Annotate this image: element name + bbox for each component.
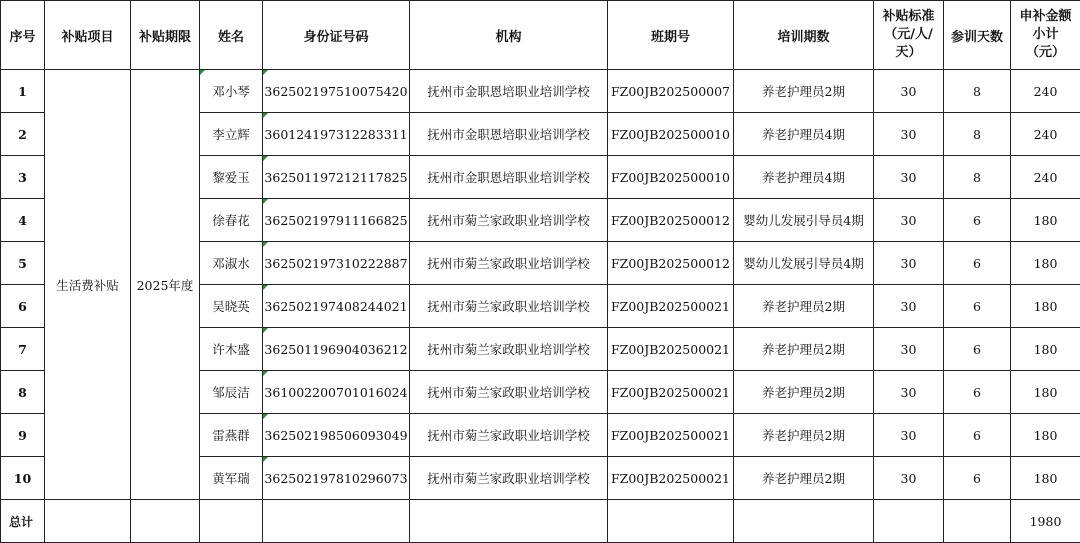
cell-days: 6	[944, 371, 1011, 414]
header-id-number: 身份证号码	[263, 1, 410, 70]
total-empty-cell	[944, 500, 1011, 543]
cell-days: 6	[944, 199, 1011, 242]
cell-id-number: 362502198506093049	[263, 414, 410, 457]
cell-name: 邓小琴	[200, 70, 263, 113]
total-empty-cell	[45, 500, 131, 543]
cell-standard: 30	[874, 199, 944, 242]
cell-training: 婴幼儿发展引导员4期	[734, 242, 874, 285]
cell-class-no: FZ00JB202500021	[608, 328, 734, 371]
cell-institution: 抚州市菊兰家政职业培训学校	[410, 199, 608, 242]
cell-days: 6	[944, 457, 1011, 500]
cell-seq: 7	[1, 328, 45, 371]
header-seq: 序号	[1, 1, 45, 70]
header-standard-line3: 天）	[874, 44, 943, 62]
cell-amount: 240	[1011, 156, 1080, 199]
cell-seq: 6	[1, 285, 45, 328]
cell-amount: 240	[1011, 70, 1080, 113]
cell-amount: 180	[1011, 285, 1080, 328]
cell-days: 8	[944, 113, 1011, 156]
cell-period-merged: 2025年度	[131, 70, 200, 500]
cell-class-no: FZ00JB202500012	[608, 199, 734, 242]
cell-institution: 抚州市金职恩培职业培训学校	[410, 70, 608, 113]
header-amount-line3: （元）	[1011, 44, 1080, 62]
header-training: 培训期数	[734, 1, 874, 70]
cell-seq: 3	[1, 156, 45, 199]
cell-name: 黄军瑞	[200, 457, 263, 500]
cell-amount: 180	[1011, 199, 1080, 242]
total-empty-cell	[131, 500, 200, 543]
cell-institution: 抚州市菊兰家政职业培训学校	[410, 328, 608, 371]
table-row	[1, 70, 1080, 113]
cell-training: 养老护理员4期	[734, 156, 874, 199]
header-days: 参训天数	[944, 1, 1011, 70]
cell-seq: 5	[1, 242, 45, 285]
cell-training: 养老护理员2期	[734, 414, 874, 457]
header-row	[1, 1, 1080, 70]
cell-class-no: FZ00JB202500010	[608, 156, 734, 199]
cell-days: 6	[944, 328, 1011, 371]
cell-amount: 180	[1011, 328, 1080, 371]
cell-institution: 抚州市菊兰家政职业培训学校	[410, 242, 608, 285]
header-period: 补贴期限	[131, 1, 200, 70]
cell-class-no: FZ00JB202500012	[608, 242, 734, 285]
total-row	[1, 500, 1080, 543]
total-empty-cell	[874, 500, 944, 543]
cell-standard: 30	[874, 156, 944, 199]
cell-class-no: FZ00JB202500007	[608, 70, 734, 113]
cell-name: 李立辉	[200, 113, 263, 156]
cell-class-no: FZ00JB202500021	[608, 457, 734, 500]
total-empty-cell	[608, 500, 734, 543]
total-empty-cell	[410, 500, 608, 543]
cell-institution: 抚州市菊兰家政职业培训学校	[410, 414, 608, 457]
header-project: 补贴项目	[45, 1, 131, 70]
header-institution: 机构	[410, 1, 608, 70]
header-standard-line2: （元/人/	[874, 26, 943, 44]
cell-amount: 180	[1011, 414, 1080, 457]
cell-class-no: FZ00JB202500021	[608, 371, 734, 414]
cell-standard: 30	[874, 457, 944, 500]
cell-days: 6	[944, 242, 1011, 285]
cell-name: 邓淑水	[200, 242, 263, 285]
cell-training: 养老护理员2期	[734, 457, 874, 500]
cell-standard: 30	[874, 242, 944, 285]
cell-class-no: FZ00JB202500021	[608, 285, 734, 328]
total-empty-cell	[263, 500, 410, 543]
cell-name: 吴晓英	[200, 285, 263, 328]
cell-institution: 抚州市菊兰家政职业培训学校	[410, 371, 608, 414]
cell-seq: 10	[1, 457, 45, 500]
cell-project-merged: 生活费补贴	[45, 70, 131, 500]
header-class-no: 班期号	[608, 1, 734, 70]
cell-name: 许木盛	[200, 328, 263, 371]
cell-class-no: FZ00JB202500021	[608, 414, 734, 457]
cell-training: 养老护理员2期	[734, 371, 874, 414]
header-standard-line1: 补贴标准	[874, 8, 943, 26]
cell-standard: 30	[874, 70, 944, 113]
cell-id-number: 362502197310222887	[263, 242, 410, 285]
cell-id-number: 362501196904036212	[263, 328, 410, 371]
cell-name: 雷燕群	[200, 414, 263, 457]
header-amount-line1: 申补金额	[1011, 8, 1080, 26]
cell-id-number: 361002200701016024	[263, 371, 410, 414]
cell-training: 养老护理员4期	[734, 113, 874, 156]
header-name: 姓名	[200, 1, 263, 70]
cell-id-number: 362502197510075420	[263, 70, 410, 113]
cell-standard: 30	[874, 285, 944, 328]
total-empty-cell	[200, 500, 263, 543]
cell-id-number: 360124197312283311	[263, 113, 410, 156]
total-label: 总计	[1, 500, 45, 543]
cell-seq: 8	[1, 371, 45, 414]
total-empty-cell	[734, 500, 874, 543]
cell-amount: 240	[1011, 113, 1080, 156]
cell-institution: 抚州市金职恩培职业培训学校	[410, 113, 608, 156]
cell-training: 养老护理员2期	[734, 328, 874, 371]
cell-class-no: FZ00JB202500010	[608, 113, 734, 156]
cell-days: 6	[944, 285, 1011, 328]
cell-id-number: 362502197810296073	[263, 457, 410, 500]
cell-days: 6	[944, 414, 1011, 457]
header-standard	[874, 1, 944, 70]
cell-training: 养老护理员2期	[734, 70, 874, 113]
cell-id-number: 362502197911166825	[263, 199, 410, 242]
header-amount-line2: 小计	[1011, 26, 1080, 44]
cell-training: 养老护理员2期	[734, 285, 874, 328]
cell-institution: 抚州市菊兰家政职业培训学校	[410, 457, 608, 500]
header-amount	[1011, 1, 1080, 70]
cell-amount: 180	[1011, 457, 1080, 500]
cell-seq: 1	[1, 70, 45, 113]
cell-seq: 4	[1, 199, 45, 242]
total-amount: 1980	[1011, 500, 1080, 543]
cell-name: 徐春花	[200, 199, 263, 242]
cell-days: 8	[944, 156, 1011, 199]
cell-days: 8	[944, 70, 1011, 113]
cell-standard: 30	[874, 113, 944, 156]
cell-name: 邹辰洁	[200, 371, 263, 414]
cell-seq: 9	[1, 414, 45, 457]
cell-institution: 抚州市菊兰家政职业培训学校	[410, 285, 608, 328]
cell-name: 黎爱玉	[200, 156, 263, 199]
cell-id-number: 362502197408244021	[263, 285, 410, 328]
cell-standard: 30	[874, 414, 944, 457]
cell-seq: 2	[1, 113, 45, 156]
cell-institution: 抚州市金职恩培职业培训学校	[410, 156, 608, 199]
cell-standard: 30	[874, 328, 944, 371]
cell-standard: 30	[874, 371, 944, 414]
cell-amount: 180	[1011, 371, 1080, 414]
cell-amount: 180	[1011, 242, 1080, 285]
cell-id-number: 362501197212117825	[263, 156, 410, 199]
cell-training: 婴幼儿发展引导员4期	[734, 199, 874, 242]
